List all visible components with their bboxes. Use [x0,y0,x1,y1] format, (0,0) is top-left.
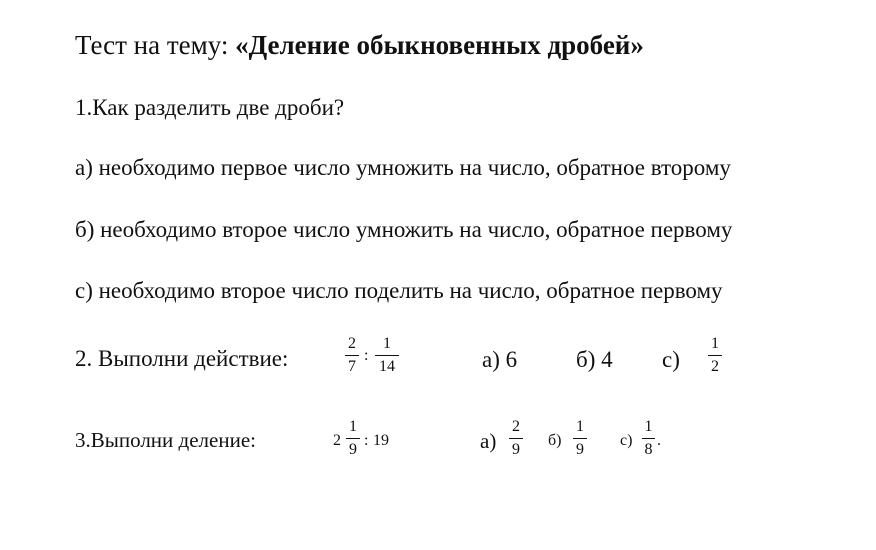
q3-answer-b-fraction [573,419,587,458]
fraction-bar [346,438,360,439]
q2-fraction-a [345,336,359,375]
question-1: 1.Как разделить две дроби? [75,95,345,120]
q2-fraction-a-numerator: 2 [348,335,356,352]
q2-answer-c-numerator: 1 [711,335,719,352]
q3-answer-a-label: а) [480,429,497,453]
q3-answer-b-label: б) [548,432,562,449]
question-2 [75,346,288,372]
q2-fraction-b [375,336,399,375]
question-1-option-c: с) необходимо второе число поделить на число, обратное первому [75,278,723,303]
fraction-bar [642,438,655,439]
q2-answer-b: б) 4 [576,347,613,372]
q3-mixed-fraction [346,419,360,458]
q3-answer-a-numerator: 2 [512,418,520,435]
page-title [75,30,644,61]
q3-answer-c-period: . [657,432,661,449]
title-topic: «Деление обыкновенных дробей» [235,30,644,60]
fraction-bar [708,355,722,356]
q3-answer-a-fraction [509,419,523,458]
q3-answer-c-denominator: 8 [644,441,653,458]
q3-mixed-numerator: 1 [349,418,357,435]
q2-answer-c-denominator: 2 [711,358,719,375]
q2-fraction-b-numerator: 1 [383,335,391,352]
fraction-bar [509,438,523,439]
q2-answer-c-fraction [708,336,722,375]
q3-answer-c-fraction [642,419,655,458]
question-1-option-b: б) необходимо второе число умножить на число, обратное первому [75,217,733,242]
fraction-bar [573,438,587,439]
q3-answer-c-label: с) [620,432,633,449]
q2-division-sign: : [364,347,369,364]
q3-answer-b-numerator: 1 [576,418,584,435]
question-3 [75,428,256,453]
q3-mixed-denominator: 9 [349,441,357,458]
q3-answer-a-denominator: 9 [512,441,520,458]
question-1-option-a: а) необходимо первое число умножить на число, обратное второму [75,155,731,180]
q3-division-sign: : [364,432,369,449]
q2-answer-c-label: с) [662,347,680,372]
fraction-bar [375,355,399,356]
q3-mixed-whole: 2 [333,432,341,449]
q2-fraction-b-denominator: 14 [379,358,395,375]
fraction-bar [345,355,359,356]
q3-answer-b-denominator: 9 [576,441,584,458]
question-3-label: 3.Выполни деление: [75,428,256,452]
q3-answer-c-numerator: 1 [644,418,653,435]
q2-answer-a: а) 6 [482,347,518,372]
title-prefix: Тест на тему: [75,30,236,60]
q3-divisor: 19 [373,432,389,449]
q2-fraction-a-denominator: 7 [348,358,356,375]
question-2-label: 2. Выполни действие: [75,346,289,371]
